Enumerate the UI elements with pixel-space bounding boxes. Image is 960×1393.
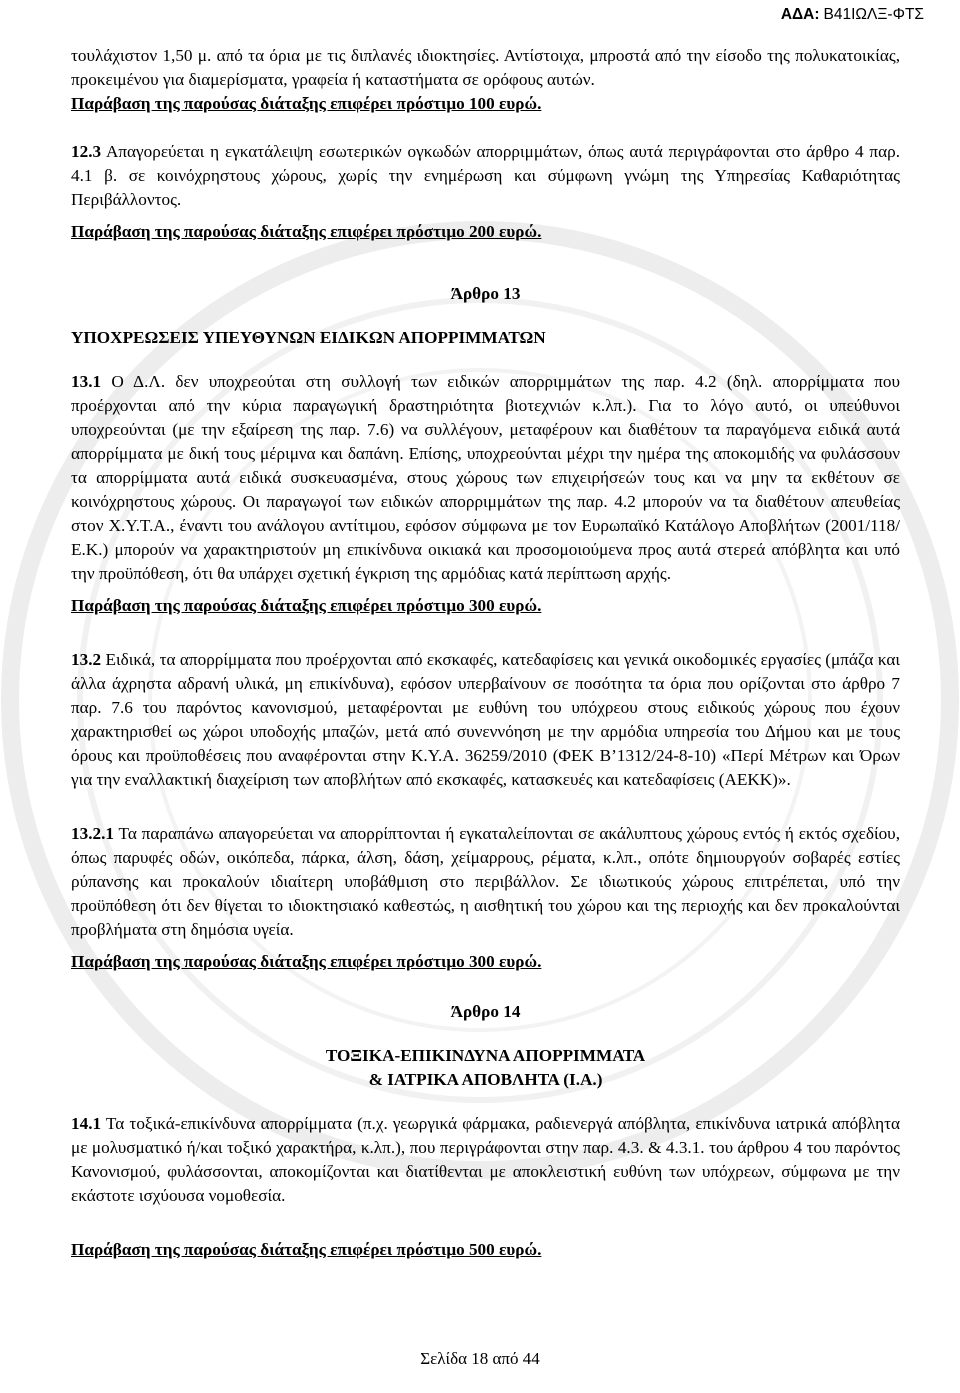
paragraph-text: Ειδικά, τα απορρίμματα που προέρχονται από εκσκαφές, κατεδαφίσεις και γενικά οικοδομικές εργασίες (μπάζα και άλλα άχρηστα αδρανή υλικά, μη επικίνδυνα), εφόσον υπερβαίνουν σε ποσότητα τα όρια που ορίζονται στο άρθρο 7 παρ. 7.6 του παρόντος κανονισμού, μεταφέρονται με ευθύνη του υπόχρεου στους ειδικούς χώρους που έχουν χαρακτηρισθεί ως χώροι υποδοχής μπαζών, μετά από συνεννόηση με την αρμόδια υπηρεσία του Δήμου και με τους όρους και προϋποθέσεις που αναφέρονται στην Κ.Υ.Α. 36259/2010 (ΦΕΚ Β’1312/24-8-10) «Περί Μέτρων και Όρων για την εναλλακτική διαχείριση των αποβλήτων από εκσκαφές, κατασκευές και κατεδαφίσεις (ΑΕΚΚ)». xyxy=(71,650,900,789)
paragraph-12-3 xyxy=(71,140,900,212)
penalty-line: Παράβαση της παρούσας διάταξης επιφέρει πρόστιμο 300 ευρώ. xyxy=(71,596,542,615)
paragraph-number: 13.1 xyxy=(71,372,102,391)
paragraph-text: Απαγορεύεται η εγκατάλειψη εσωτερικών ογκωδών απορριμμάτων, όπως αυτά περιγράφονται στο άρθρο 4 παρ. 4.1 β. σε κοινόχρηστους χώρους, χωρίς την ενημέρωση και σύμφωνη γνώμη της Υπηρεσίας Καθαριότητας Περιβάλλοντος. xyxy=(71,142,900,209)
paragraph-13-2-1 xyxy=(71,822,900,942)
paragraph-13-2 xyxy=(71,648,900,792)
paragraph-14-1 xyxy=(71,1112,900,1208)
ada-code xyxy=(781,6,924,24)
article-14-heading-line-2: & ΙΑΤΡΙΚΑ ΑΠΟΒΛΗΤΑ (Ι.Α.) xyxy=(368,1070,603,1089)
paragraph-text: Ο Δ.Λ. δεν υποχρεούται στη συλλογή των ειδικών απορριμμάτων της παρ. 4.2 (δηλ. απορρίμματα που προέρχονται από την κύρια παραγωγική δραστηριότητα βιοτεχνιών κ.λπ.). Για το λόγο αυτό, οι υπεύθυνοι υποχρεούνται (με την εξαίρεση της παρ. 7.6) να συλλέγουν, μεταφέρουν και διαθέτουν τα παραγόμενα ειδικά αυτά απορρίμματα με δική τους μέριμνα και δαπάνη. Επίσης, υποχρεούνται μέχρι την ημέρα της αποκομιδής να φυλάσσουν τα απορρίμματα αυτά ειδικά συσκευασμένα, στους χώρους των επιχειρήσεών τους και να μην τα εκθέτουν σε κοινόχρηστους χώρους. Οι παραγωγοί των ειδικών απορριμμάτων της παρ. 4.2 μπορούν να τα διαθέτουν απευθείας στον Χ.Υ.Τ.Α., έναντι του ανάλογου αντίτιμου, εφόσον σύμφωνα με τον Ευρωπαϊκό Κατάλογο Αποβλήτων (2001/118/Ε.Κ.) μπορούν να χαρακτηριστούν μη επικίνδυνα οικιακά και προσομοιούμενα προς αυτά στερεά απόβλητα και υπό την προϋπόθεση, ότι θα υπάρχει σχετική έγκριση της αρμόδιας κατά περίπτωση αρχής. xyxy=(71,372,900,583)
paragraph-number: 13.2.1 xyxy=(71,824,114,843)
article-14-heading-line-1: ΤΟΞΙΚΑ-ΕΠΙΚΙΝΔΥΝΑ ΑΠΟΡΡΙΜΜΑΤΑ xyxy=(325,1046,646,1065)
page-number: Σελίδα 18 από 44 xyxy=(420,1349,540,1368)
document-body xyxy=(71,44,900,1262)
article-13-title: Άρθρο 13 xyxy=(450,284,521,303)
paragraph-number: 12.3 xyxy=(71,142,102,161)
penalty-line: Παράβαση της παρούσας διάταξης επιφέρει πρόστιμο 300 ευρώ. xyxy=(71,952,542,971)
paragraph-13-1 xyxy=(71,370,900,586)
paragraph-text: Τα τοξικά-επικίνδυνα απορρίμματα (π.χ. γεωργικά φάρμακα, ραδιενεργά απόβλητα, επικίνδυνα ιατρικά απόβλητα με μολυσματικό ή/και τοξικό χαρακτήρα, κ.λπ.), που περιγράφονται στην παρ. 4.3. & 4.3.1. του άρθρου 4 του παρόντος Κανονισμού, φυλάσσονται, αποκομίζονται και διατίθενται με αποκλειστική ευθύνη των υπόχρεων, σύμφωνα με την εκάστοτε ισχύουσα νομοθεσία. xyxy=(71,1114,900,1205)
penalty-line: Παράβαση της παρούσας διάταξης επιφέρει πρόστιμο 100 ευρώ. xyxy=(71,94,542,113)
article-14-title: Άρθρο 14 xyxy=(450,1002,521,1021)
ada-label: ΑΔΑ: xyxy=(780,6,820,23)
article-13-heading: ΥΠΟΧΡΕΩΣΕΙΣ ΥΠΕΥΘΥΝΩΝ ΕΙΔΙΚΩΝ ΑΠΟΡΡΙΜΜΑΤΩΝ xyxy=(71,328,546,347)
penalty-line: Παράβαση της παρούσας διάταξης επιφέρει πρόστιμο 500 ευρώ. xyxy=(71,1240,542,1259)
paragraph-number: 14.1 xyxy=(71,1114,102,1133)
penalty-line: Παράβαση της παρούσας διάταξης επιφέρει πρόστιμο 200 ευρώ. xyxy=(71,222,542,241)
paragraph-text: Τα παραπάνω απαγορεύεται να απορρίπτονται ή εγκαταλείπονται σε ακάλυπτους χώρους εντός ή εκτός σχεδίου, όπως παρυφές οδών, οικόπεδα, πάρκα, άλση, δάση, χείμαρρους, ρέματα, κ.λπ., οπότε δημιουργούν σοβαρές εστίες ρύπανσης και προκαλούν ιδιαίτερη υποβάθμιση στο περιβάλλον. Σε ιδιωτικούς χώρους επιτρέπεται, υπό την προϋπόθεση ότι δεν θίγεται το ιδιοκτησιακό καθεστώς, η αισθητική του χώρου και της περιοχής και δεν προκαλούνται προβλήματα στη δημόσια υγεία. xyxy=(71,824,900,939)
paragraph-continuation: τουλάχιστον 1,50 μ. από τα όρια με τις διπλανές ιδιοκτησίες. Αντίστοιχα, μπροστά από την είσοδο της πολυκατοικίας, προκειμένου για διαμερίσματα, γραφεία ή καταστήματα σε ορόφους αυτών. xyxy=(71,46,900,89)
ada-value: Β41ΙΩΛΞ-ΦΤΣ xyxy=(823,6,924,23)
paragraph-number: 13.2 xyxy=(71,650,102,669)
